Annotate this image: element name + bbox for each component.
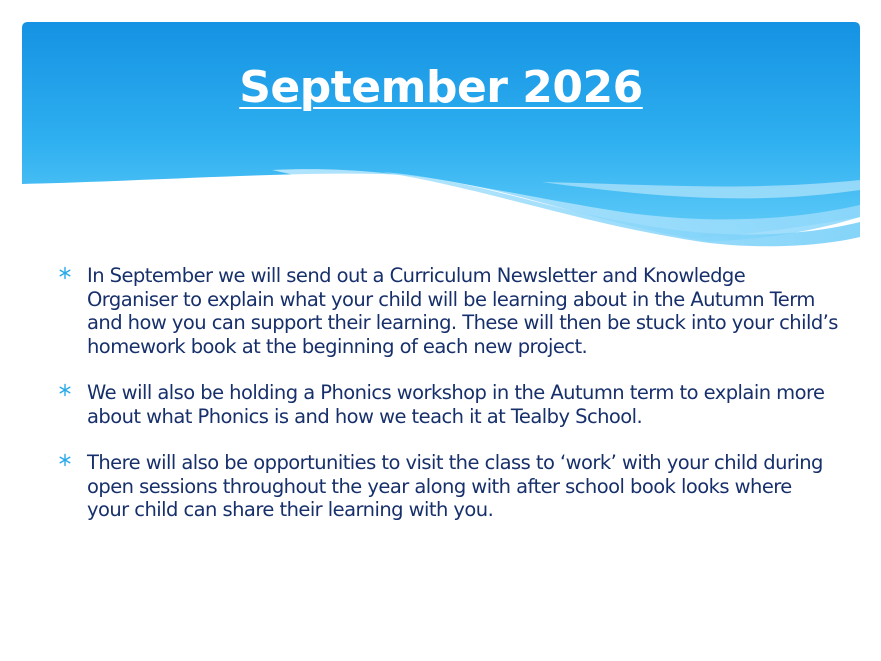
asterisk-bullet-icon — [58, 383, 72, 397]
asterisk-bullet-icon — [58, 453, 72, 467]
slide-title: September 2026 — [239, 62, 643, 113]
bullet-list — [58, 264, 838, 545]
bullet-text: We will also be holding a Phonics workshop in the Autumn term to explain more about what Phonics is and how we teach it at Tealby School. — [87, 381, 825, 428]
list-item — [58, 451, 838, 522]
bullet-text: There will also be opportunities to visit the class to ‘work’ with your child during open sessions throughout the year along with after school book looks where your child can share their learning with you. — [87, 451, 823, 521]
list-item — [58, 264, 838, 358]
header-wave-banner — [22, 22, 860, 252]
list-item — [58, 381, 838, 428]
asterisk-bullet-icon — [58, 266, 72, 280]
bullet-text: In September we will send out a Curriculum Newsletter and Knowledge Organiser to explain what your child will be learning about in the Autumn Term and how you can support their learning. These will then be stuck into your child’s homework book at the beginning of each new project. — [87, 264, 838, 358]
